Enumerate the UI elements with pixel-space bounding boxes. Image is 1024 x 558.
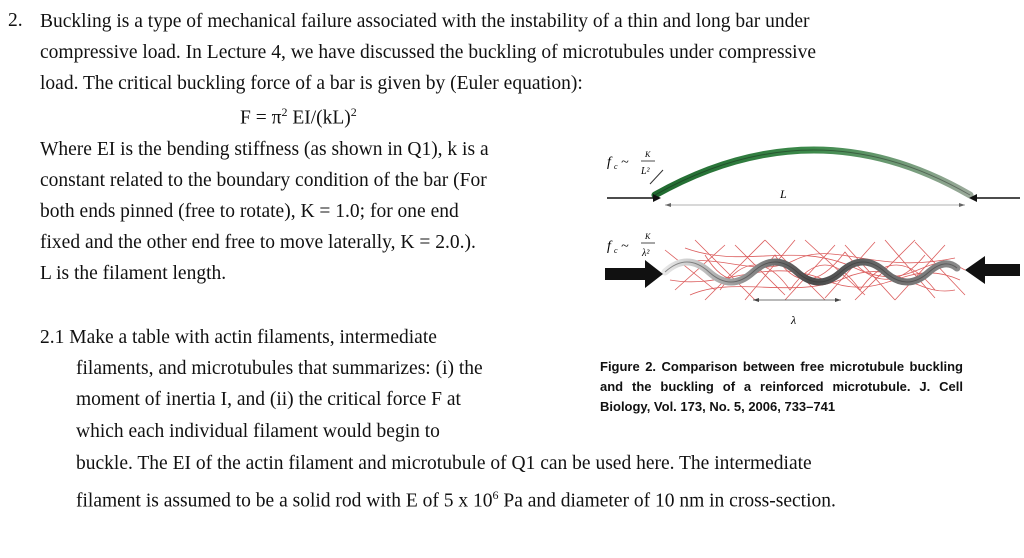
wavelength-label: λ [791,313,797,327]
svg-text:K: K [645,150,651,159]
description-line-2: constant related to the boundary condition of the bar (For [40,170,487,191]
figure-caption: Figure 2. Comparison between free microtubule buckling and the buckling of a reinforced microtubule. J. Cell Biology, Vol. 173, No. 5, 2006, 733–741 [600,359,963,414]
svg-text:K: K [645,232,651,241]
bottom-left-arrow [605,260,663,288]
svg-text:~: ~ [621,155,629,170]
subquestion-line-4: which each individual filament would begin to [76,421,440,442]
svg-text:L²: L² [641,166,650,177]
formula-exponent-2: 2 [350,105,357,119]
svg-text:c: c [614,162,618,171]
top-force-label [607,150,655,177]
question-number: 2. [8,10,23,31]
buckling-figure [595,140,1020,340]
description-line-3: both ends pinned (free to rotate), K = 1.0; for one end [40,201,459,222]
description-line-4: fixed and the other end free to move laterally, K = 2.0.). [40,232,476,253]
subquestion-line-6-post: Pa and diameter of 10 nm in cross-section. [498,490,836,512]
intro-line-2: compressive load. In Lecture 4, we have discussed the buckling of microtubules under compressive [40,42,816,63]
intro-line-1: Buckling is a type of mechanical failure associated with the instability of a thin and long bar under [40,11,810,32]
length-label: L [780,187,787,201]
subquestion-line-6 [76,483,836,514]
formula-exponent-1: 2 [281,105,288,119]
subquestion-line-6-pre: filament is assumed to be a solid rod with E of 5 x 10 [76,490,493,512]
bottom-force-label [607,232,655,259]
subquestion-line-3: moment of inertia I, and (ii) the critical force F at [76,389,461,410]
svg-text:~: ~ [621,239,629,254]
subquestion-line-6-exp: 6 [492,488,499,502]
svg-text:λ²: λ² [642,248,650,259]
svg-text:c: c [614,246,618,255]
euler-formula [240,105,357,130]
bottom-right-arrow [965,256,1020,284]
formula-mid: EI/(kL) [287,107,351,129]
svg-text:f: f [607,155,611,170]
subquestion-line-2: filaments, and microtubules that summarizes: (i) the [76,358,483,379]
subquestion-line-5: buckle. The EI of the actin filament and microtubule of Q1 can be used here. The intermediate [76,453,812,474]
description-line-5: L is the filament length. [40,263,227,284]
intro-line-3: load. The critical buckling force of a bar is given by (Euler equation): [40,73,583,94]
svg-text:f: f [607,239,611,254]
formula-left: F = π [240,107,282,129]
subquestion-line-1: 2.1 Make a table with actin filaments, intermediate [40,327,437,348]
description-line-1: Where EI is the bending stiffness (as shown in Q1), k is a [40,139,489,160]
